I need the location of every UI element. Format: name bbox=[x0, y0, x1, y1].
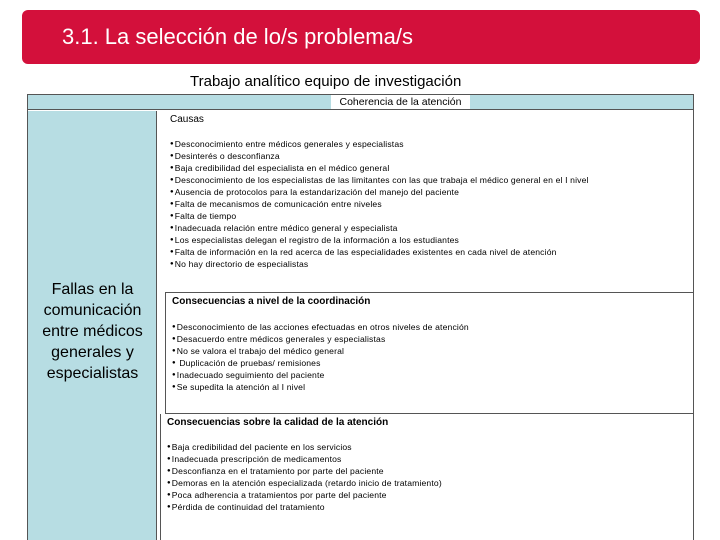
causas-cell bbox=[165, 111, 693, 293]
list-item: ● Poca adherencia a tratamientos por parte del paciente bbox=[167, 489, 693, 501]
consecuencias-calidad-cell bbox=[160, 414, 693, 540]
list-item: ● Falta de mecanismos de comunicación entre niveles bbox=[170, 198, 693, 210]
list-item: ● Desconfianza en el tratamiento por parte del paciente bbox=[167, 465, 693, 477]
list-item: ● No hay directorio de especialistas bbox=[170, 258, 693, 270]
causas-heading: Causas bbox=[170, 114, 204, 125]
problem-cell bbox=[28, 111, 157, 540]
list-item: ● Demoras en la atención especializada (retardo inicio de tratamiento) bbox=[167, 477, 693, 489]
list-item: ● Inadecuado seguimiento del paciente bbox=[172, 369, 693, 381]
list-item: ● Desconocimiento entre médicos generales y especialistas bbox=[170, 138, 693, 150]
list-item: ● Desacuerdo entre médicos generales y especialistas bbox=[172, 333, 693, 345]
title-banner bbox=[22, 10, 700, 64]
consecuencias-coordinacion-list bbox=[172, 321, 693, 393]
consecuencias-calidad-heading: Consecuencias sobre la calidad de la atención bbox=[167, 417, 389, 428]
list-item: ● Los especialistas delegan el registro de la información a los estudiantes bbox=[170, 234, 693, 246]
table-right-border bbox=[693, 111, 694, 540]
list-item: ● Inadecuada prescripción de medicamentos bbox=[167, 453, 693, 465]
subtitle: Trabajo analítico equipo de investigación bbox=[190, 73, 462, 90]
consecuencias-coordinacion-cell bbox=[165, 293, 693, 414]
list-item: ● No se valora el trabajo del médico general bbox=[172, 345, 693, 357]
list-item: ● Desinterés o desconfianza bbox=[170, 150, 693, 162]
consecuencias-calidad-list bbox=[167, 441, 693, 513]
list-item: ● Falta de información en la red acerca de las especialidades existentes en cada nivel de atención bbox=[170, 246, 693, 258]
table-header-row bbox=[27, 94, 694, 110]
list-item: ● Duplicación de pruebas/ remisiones bbox=[172, 357, 693, 369]
list-item: ● Se supedita la atención al I nivel bbox=[172, 381, 693, 393]
table-header-label: Coherencia de la atención bbox=[331, 95, 469, 109]
consecuencias-coordinacion-heading: Consecuencias a nivel de la coordinación bbox=[172, 296, 371, 307]
list-item: ● Desconocimiento de los especialistas de las limitantes con las que trabaja el médico general en el I nivel bbox=[170, 174, 693, 186]
list-item: ● Pérdida de continuidad del tratamiento bbox=[167, 501, 693, 513]
page-title: 3.1. La selección de lo/s problema/s bbox=[62, 24, 413, 49]
list-item: ● Falta de tiempo bbox=[170, 210, 693, 222]
list-item: ● Baja credibilidad del paciente en los servicios bbox=[167, 441, 693, 453]
causas-list bbox=[170, 138, 693, 270]
list-item: ● Desconocimiento de las acciones efectuadas en otros niveles de atención bbox=[172, 321, 693, 333]
problem-label: Fallas en la comunicación entre médicos generales y especialistas bbox=[42, 281, 143, 382]
list-item: ● Baja credibilidad del especialista en el médico general bbox=[170, 162, 693, 174]
list-item: ● Ausencia de protocolos para la estandarización del manejo del paciente bbox=[170, 186, 693, 198]
list-item: ● Inadecuada relación entre médico general y especialista bbox=[170, 222, 693, 234]
